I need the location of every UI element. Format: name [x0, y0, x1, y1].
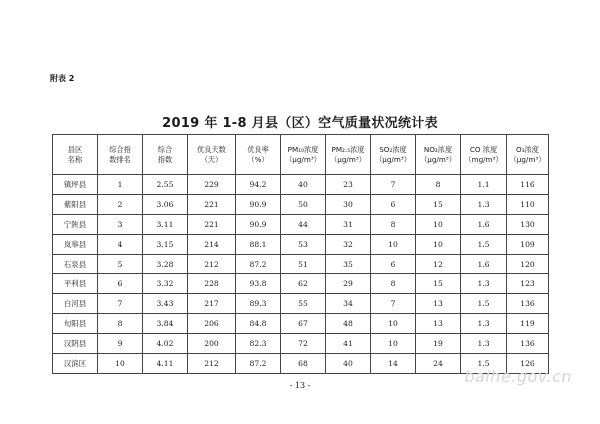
table-cell: 3.06 — [143, 194, 188, 214]
table-cell: 3.28 — [143, 254, 188, 274]
column-header — [416, 135, 461, 175]
table-cell: 217 — [188, 294, 236, 314]
column-header — [53, 135, 98, 175]
table-cell: 24 — [416, 354, 461, 374]
table-row — [53, 214, 549, 234]
header-row — [53, 135, 549, 175]
column-header — [143, 135, 188, 175]
column-header-line1: NO₂浓度 — [423, 144, 453, 154]
table-cell: 221 — [188, 194, 236, 214]
table-cell: 29 — [326, 274, 371, 294]
table-cell: 212 — [188, 254, 236, 274]
table-cell: 72 — [281, 334, 326, 354]
table-cell: 5 — [98, 254, 143, 274]
table-row — [53, 234, 549, 254]
table-cell: 3.84 — [143, 314, 188, 334]
column-header-line1: O₃浓度 — [516, 144, 539, 154]
table-cell: 116 — [507, 175, 549, 195]
table-cell: 3.11 — [143, 214, 188, 234]
table-cell: 1.6 — [461, 254, 507, 274]
table-cell: 94.2 — [236, 175, 281, 195]
table-cell: 8 — [371, 274, 416, 294]
table-cell: 6 — [371, 254, 416, 274]
table-cell: 7 — [98, 294, 143, 314]
table-row — [53, 294, 549, 314]
table-cell: 32 — [326, 234, 371, 254]
table-cell: 13 — [416, 314, 461, 334]
table-cell: 10 — [416, 214, 461, 234]
table-cell: 87.2 — [236, 254, 281, 274]
table-row — [53, 274, 549, 294]
column-header-line2: （天） — [200, 154, 223, 164]
column-header-line2: （μg/m³） — [509, 154, 546, 164]
table-cell: 10 — [98, 354, 143, 374]
table-cell: 2.55 — [143, 175, 188, 195]
table-cell: 50 — [281, 194, 326, 214]
table-cell: 31 — [326, 214, 371, 234]
table-cell: 23 — [326, 175, 371, 195]
table-cell: 12 — [416, 254, 461, 274]
table-cell: 19 — [416, 334, 461, 354]
column-header-line2: 名称 — [67, 154, 83, 164]
table-cell: 8 — [371, 214, 416, 234]
table-row — [53, 334, 549, 354]
table-cell: 89.3 — [236, 294, 281, 314]
table-cell: 2 — [98, 194, 143, 214]
watermark: baihe.gov.cn — [464, 367, 572, 386]
appendix-label: 附表 2 — [50, 74, 75, 83]
table-cell: 1.3 — [461, 334, 507, 354]
table-row — [53, 194, 549, 214]
table-cell: 6 — [98, 274, 143, 294]
page-number: - 13 - — [289, 381, 311, 390]
column-header-line1: 综合指 — [109, 144, 131, 154]
table-cell: 30 — [326, 194, 371, 214]
table-cell: 93.8 — [236, 274, 281, 294]
table-body — [53, 175, 549, 374]
column-header-line1: PM₁₀浓度 — [287, 144, 319, 154]
column-header-line2: 指数 — [157, 154, 173, 164]
county-name-cell: 汉阴县 — [53, 334, 98, 354]
table-cell: 126 — [507, 354, 549, 374]
table-cell: 82.3 — [236, 334, 281, 354]
table-cell: 48 — [326, 314, 371, 334]
column-header-line2: （μg/m³） — [420, 154, 456, 164]
table-cell: 90.9 — [236, 194, 281, 214]
table-cell: 51 — [281, 254, 326, 274]
table-cell: 214 — [188, 234, 236, 254]
column-header-line1: 县区 — [67, 144, 83, 154]
table-cell: 84.8 — [236, 314, 281, 334]
column-header-line2: （%） — [247, 154, 269, 164]
column-header-line2: （μg/m³） — [285, 154, 321, 164]
column-header — [371, 135, 416, 175]
table-cell: 119 — [507, 314, 549, 334]
table-cell: 3.15 — [143, 234, 188, 254]
air-quality-table — [52, 134, 549, 374]
table-cell: 1.5 — [461, 234, 507, 254]
column-header — [281, 135, 326, 175]
table-cell: 9 — [98, 334, 143, 354]
table-cell: 55 — [281, 294, 326, 314]
table-cell: 8 — [98, 314, 143, 334]
county-name-cell: 汉滨区 — [53, 354, 98, 374]
table-cell: 212 — [188, 354, 236, 374]
table-cell: 7 — [371, 175, 416, 195]
table-cell: 200 — [188, 334, 236, 354]
table-cell: 13 — [416, 294, 461, 314]
table-cell: 40 — [326, 354, 371, 374]
table-cell: 1.3 — [461, 194, 507, 214]
table-cell: 4.02 — [143, 334, 188, 354]
table-cell: 221 — [188, 214, 236, 234]
county-name-cell: 石泉县 — [53, 254, 98, 274]
table-cell: 34 — [326, 294, 371, 314]
table-title: 2019 年 1-8 月县（区）空气质量状况统计表 — [162, 116, 438, 131]
table-cell: 130 — [507, 214, 549, 234]
column-header-line1: 优良率 — [247, 144, 269, 154]
table-cell: 53 — [281, 234, 326, 254]
table-cell: 1.6 — [461, 214, 507, 234]
county-name-cell: 平利县 — [53, 274, 98, 294]
column-header-line2: （μg/m³） — [330, 154, 366, 164]
table-cell: 4 — [98, 234, 143, 254]
column-header-line2: （μg/m³） — [375, 154, 411, 164]
table-cell: 90.9 — [236, 214, 281, 234]
table-cell: 10 — [371, 234, 416, 254]
table-cell: 1 — [98, 175, 143, 195]
table-cell: 3 — [98, 214, 143, 234]
table-cell: 68 — [281, 354, 326, 374]
table-row — [53, 314, 549, 334]
table-cell: 136 — [507, 294, 549, 314]
table-cell: 15 — [416, 274, 461, 294]
table-cell: 44 — [281, 214, 326, 234]
county-name-cell: 宁陕县 — [53, 214, 98, 234]
column-header-line2: （mg/m³） — [464, 154, 503, 164]
table-cell: 110 — [507, 194, 549, 214]
table-cell: 87.2 — [236, 354, 281, 374]
table-cell: 1.5 — [461, 294, 507, 314]
table-cell: 1.5 — [461, 354, 507, 374]
table-cell: 7 — [371, 294, 416, 314]
table-cell: 1.3 — [461, 274, 507, 294]
column-header — [326, 135, 371, 175]
table-cell: 10 — [416, 234, 461, 254]
column-header — [188, 135, 236, 175]
column-header — [98, 135, 143, 175]
column-header — [461, 135, 507, 175]
column-header-line1: 优良天数 — [197, 144, 226, 154]
table-cell: 67 — [281, 314, 326, 334]
table-cell: 15 — [416, 194, 461, 214]
table-cell: 10 — [371, 314, 416, 334]
table-cell: 3.32 — [143, 274, 188, 294]
county-name-cell: 白河县 — [53, 294, 98, 314]
column-header-line2: 数排名 — [109, 154, 131, 164]
table-cell: 62 — [281, 274, 326, 294]
county-name-cell: 旬阳县 — [53, 314, 98, 334]
table-cell: 229 — [188, 175, 236, 195]
table-cell: 123 — [507, 274, 549, 294]
table-cell: 109 — [507, 234, 549, 254]
table-cell: 40 — [281, 175, 326, 195]
table-cell: 6 — [371, 194, 416, 214]
table-cell: 14 — [371, 354, 416, 374]
table-cell: 88.1 — [236, 234, 281, 254]
table-cell: 1.3 — [461, 314, 507, 334]
column-header-line1: SO₂浓度 — [379, 144, 407, 154]
table-cell: 35 — [326, 254, 371, 274]
table-cell: 3.43 — [143, 294, 188, 314]
column-header — [236, 135, 281, 175]
county-name-cell: 镇坪县 — [53, 175, 98, 195]
column-header — [507, 135, 549, 175]
table-cell: 136 — [507, 334, 549, 354]
column-header-line1: 综合 — [157, 144, 173, 154]
table-cell: 228 — [188, 274, 236, 294]
column-header-line1: CO 浓度 — [469, 144, 498, 154]
table-cell: 4.11 — [143, 354, 188, 374]
county-name-cell: 紫阳县 — [53, 194, 98, 214]
table-cell: 120 — [507, 254, 549, 274]
column-header-line1: PM₂.₅浓度 — [331, 144, 365, 154]
table-cell: 1.1 — [461, 175, 507, 195]
table-cell: 10 — [371, 334, 416, 354]
table-row — [53, 254, 549, 274]
table-cell: 8 — [416, 175, 461, 195]
table-cell: 206 — [188, 314, 236, 334]
table-cell: 41 — [326, 334, 371, 354]
county-name-cell: 岚皋县 — [53, 234, 98, 254]
table-row — [53, 175, 549, 195]
